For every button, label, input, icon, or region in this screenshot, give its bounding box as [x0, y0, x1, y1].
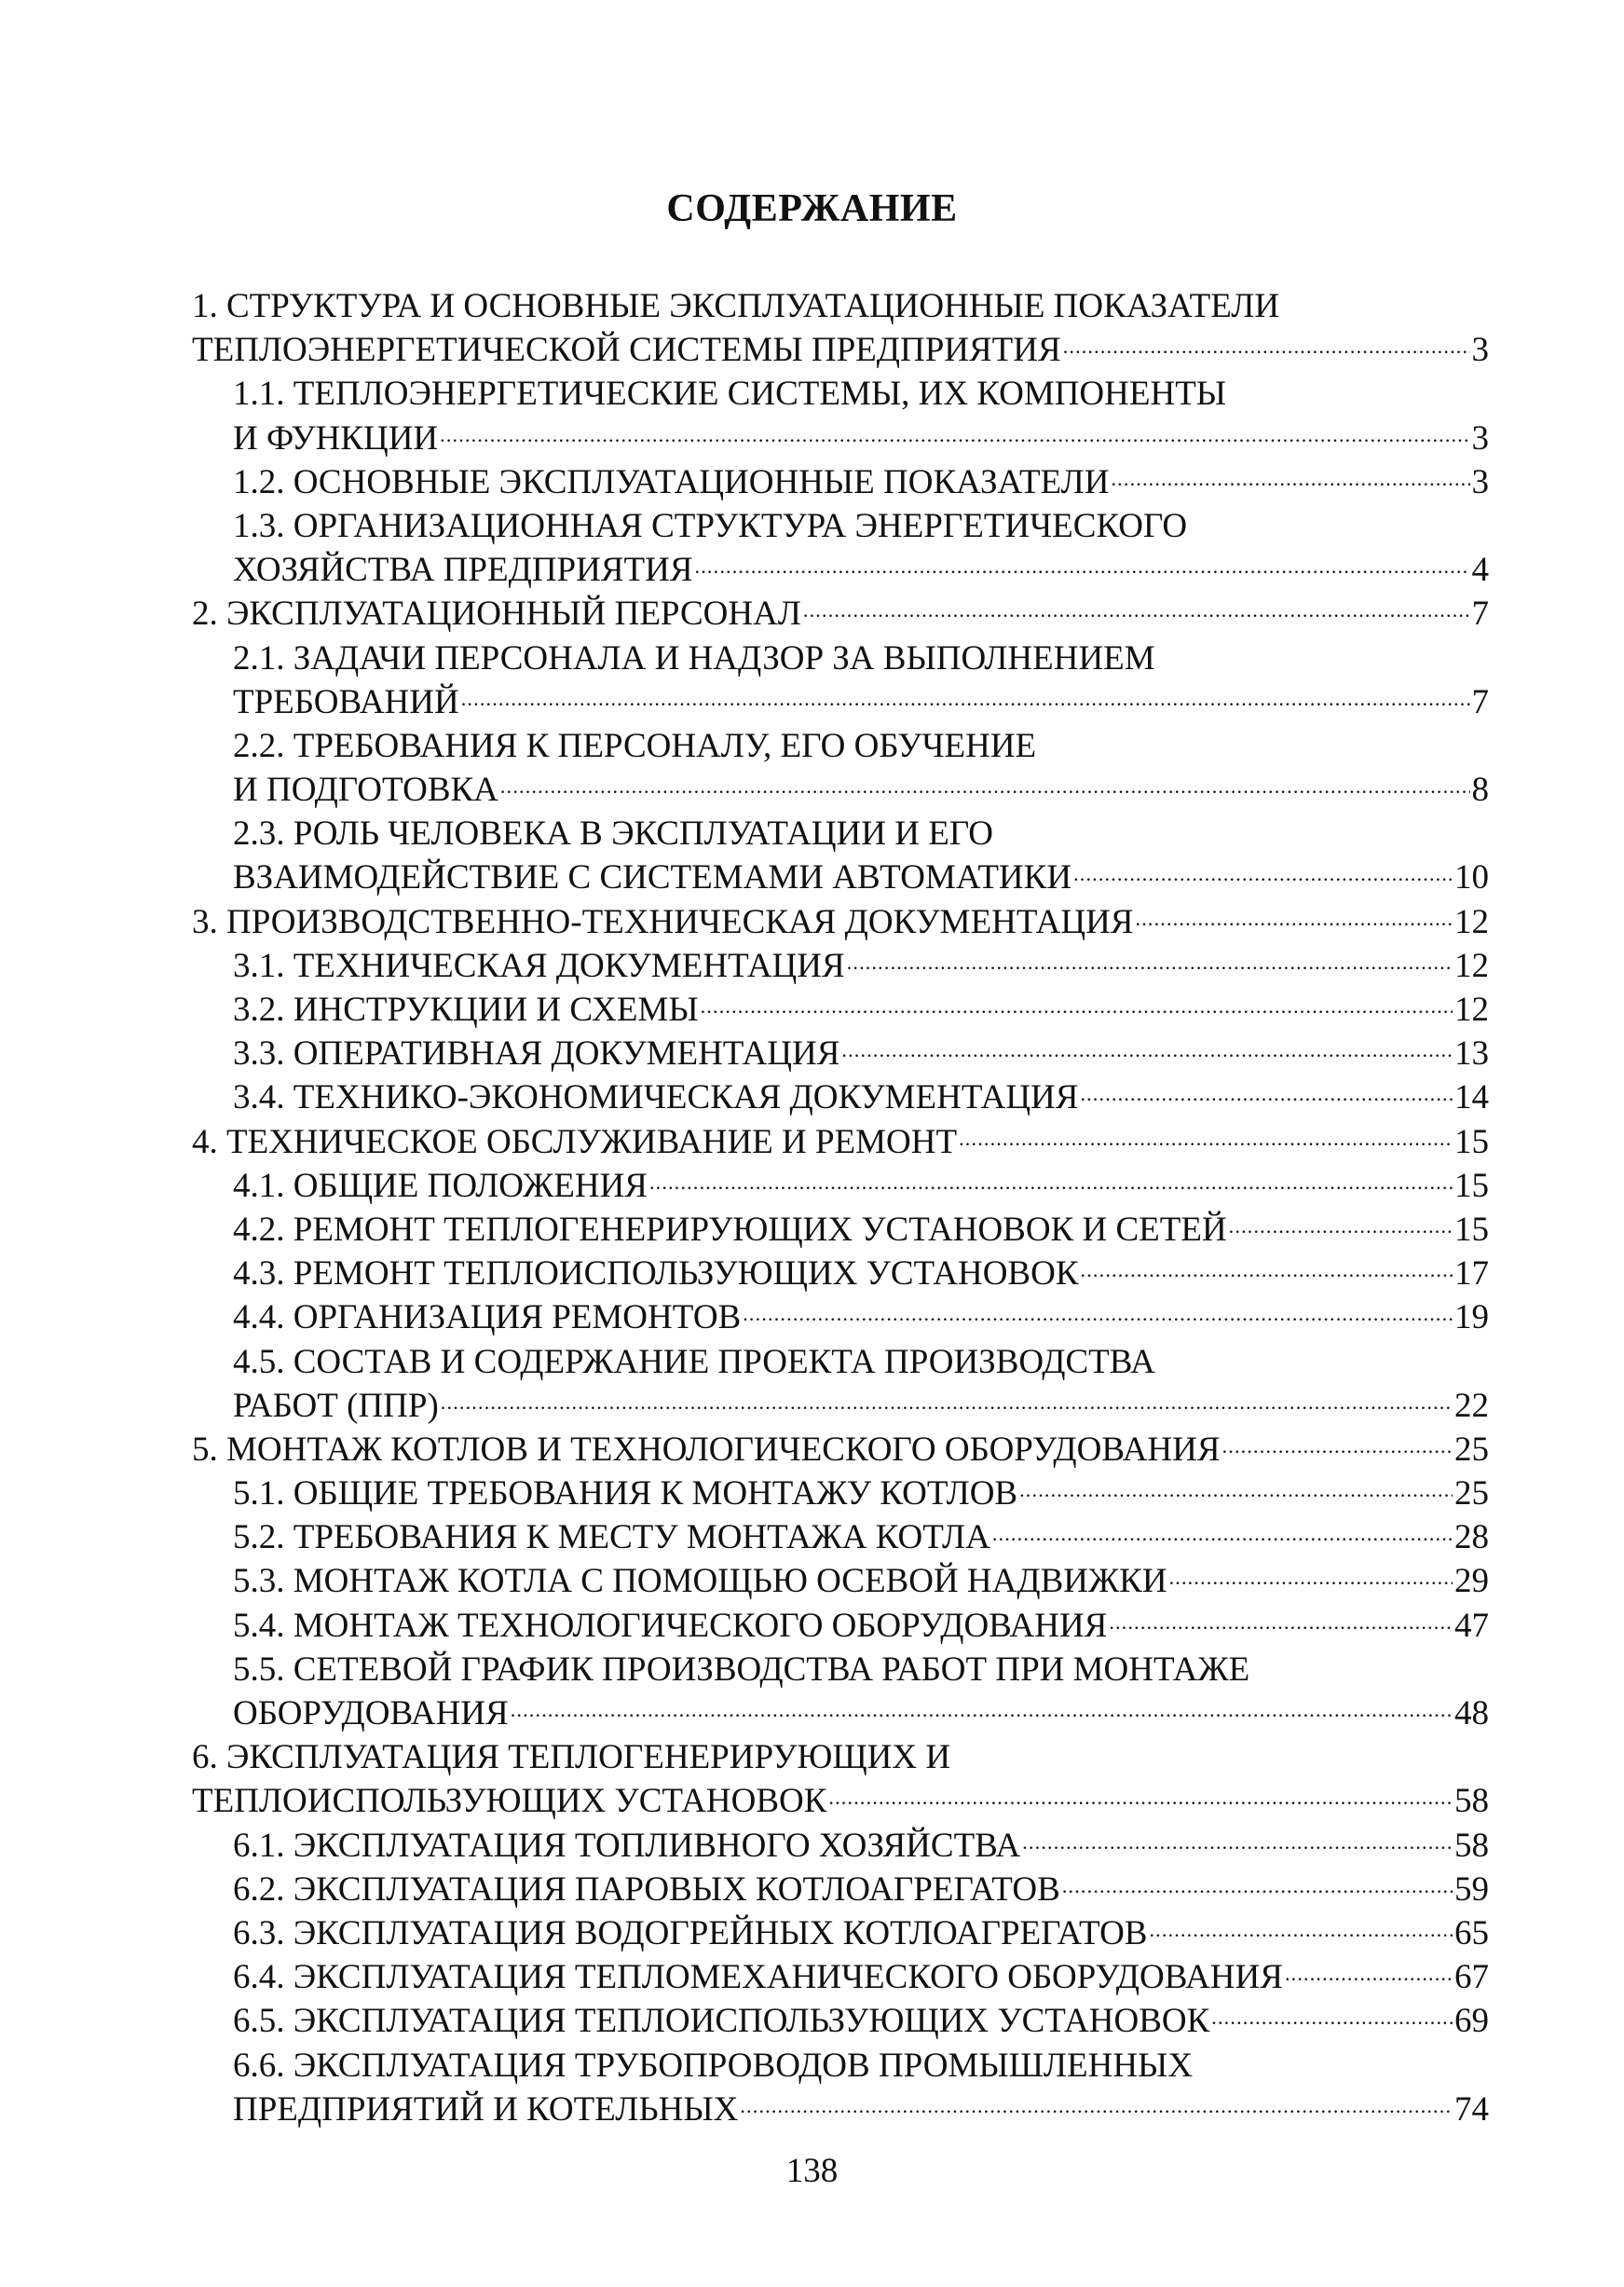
toc-entry-title: 3. ПРОИЗВОДСТВЕННО-ТЕХНИЧЕСКАЯ ДОКУМЕНТАЦИЯ: [192, 902, 1134, 941]
dot-leader: [1079, 1252, 1453, 1295]
toc-entry-page: 58: [1454, 1826, 1489, 1865]
toc-entry-line: [192, 1735, 1489, 1779]
toc-entry-page: 59: [1454, 1869, 1489, 1909]
toc-entry-title: 1. СТРУКТУРА И ОСНОВНЫЕ ЭКСПЛУАТАЦИОННЫЕ ПОКАЗАТЕЛИ: [192, 287, 1280, 325]
toc-entry-line: [192, 637, 1489, 680]
toc-entry[interactable]: [192, 1075, 1489, 1119]
toc-entry-title: 6.1. ЭКСПЛУАТАЦИЯ ТОПЛИВНОГО ХОЗЯЙСТВА: [233, 1826, 1021, 1865]
toc-entry-title: 6. ЭКСПЛУАТАЦИЯ ТЕПЛОГЕНЕРИРУЮЩИХ И: [192, 1738, 951, 1777]
toc-entry-title: 3.3. ОПЕРАТИВНАЯ ДОКУМЕНТАЦИЯ: [233, 1034, 840, 1074]
toc-entry-line: [192, 328, 1489, 372]
toc-entry[interactable]: [192, 812, 1489, 899]
toc-entry-page: 12: [1454, 902, 1489, 941]
toc-entry-page: 29: [1454, 1562, 1489, 1601]
toc-entry-title: ОБОРУДОВАНИЯ: [233, 1694, 509, 1732]
dot-leader: [1209, 1999, 1453, 2043]
toc-entry[interactable]: [192, 1648, 1489, 1735]
toc-entry-page: 58: [1454, 1782, 1489, 1821]
toc-entry-title: 1.2. ОСНОВНЫЕ ЭКСПЛУАТАЦИОННЫЕ ПОКАЗАТЕЛИ: [233, 462, 1110, 501]
toc-entry[interactable]: [192, 1515, 1489, 1559]
toc-entry-page: 15: [1454, 1122, 1489, 1161]
toc-entry-line: [192, 284, 1489, 328]
toc-entry-line: [192, 2044, 1489, 2088]
toc-entry-title: ТРЕБОВАНИЙ: [233, 682, 459, 721]
dot-leader: [1147, 1911, 1453, 1955]
toc-entry-line: [192, 856, 1489, 899]
toc-entry[interactable]: [192, 592, 1489, 636]
toc-entry-page: 12: [1454, 991, 1489, 1029]
toc-entry-page: 3: [1471, 418, 1489, 458]
toc-entry-page: 7: [1471, 682, 1489, 721]
dot-leader: [1283, 1955, 1453, 1999]
toc-entry[interactable]: [192, 1428, 1489, 1472]
toc-entry-title: 1.1. ТЕПЛОЭНЕРГЕТИЧЕСКИЕ СИСТЕМЫ, ИХ КОМПОНЕНТЫ: [233, 375, 1227, 414]
toc-entry-line: [192, 900, 1489, 944]
toc-entry-line: [192, 1208, 1489, 1252]
toc-entry-page: 22: [1454, 1386, 1489, 1425]
toc-entry-line: [192, 372, 1489, 416]
toc-entry-title: РАБОТ (ППР): [233, 1386, 439, 1425]
dot-leader: [498, 768, 1470, 812]
dot-leader: [1221, 1428, 1453, 1472]
toc-entry-page: 74: [1454, 2089, 1489, 2129]
toc-entry-title: 4.5. СОСТАВ И СОДЕРЖАНИЕ ПРОЕКТА ПРОИЗВОДСТВА: [233, 1342, 1155, 1381]
toc-entry[interactable]: [192, 1911, 1489, 1955]
dot-leader: [438, 417, 1469, 460]
toc-entry-title: 6.3. ЭКСПЛУАТАЦИЯ ВОДОГРЕЙНЫХ КОТЛОАГРЕГАТОВ: [233, 1913, 1148, 1952]
toc-entry-line: [192, 724, 1489, 768]
toc-entry-page: 19: [1454, 1298, 1489, 1337]
dot-leader: [845, 944, 1453, 988]
dot-leader: [1060, 1868, 1453, 1911]
toc-entry[interactable]: [192, 504, 1489, 592]
toc-entry[interactable]: [192, 1032, 1489, 1075]
toc-entry-title: 5.4. МОНТАЖ ТЕХНОЛОГИЧЕСКОГО ОБОРУДОВАНИЯ: [233, 1606, 1108, 1645]
toc-entry-line: [192, 768, 1489, 812]
toc-entry-page: 3: [1471, 331, 1489, 370]
dot-leader: [1227, 1208, 1453, 1252]
toc-entry[interactable]: [192, 2044, 1489, 2131]
toc-entry-page: 12: [1454, 946, 1489, 985]
toc-entry[interactable]: [192, 1252, 1489, 1295]
toc-entry[interactable]: [192, 1735, 1489, 1823]
toc-entry[interactable]: [192, 944, 1489, 988]
toc-entry-line: [192, 1911, 1489, 1955]
toc-entry[interactable]: [192, 1208, 1489, 1252]
dot-leader: [1107, 1604, 1453, 1648]
toc-entry-line: [192, 417, 1489, 460]
toc-entry-title: 2.2. ТРЕБОВАНИЯ К ПЕРСОНАЛУ, ЕГО ОБУЧЕНИЕ: [233, 726, 1037, 765]
toc-entry-line: [192, 1252, 1489, 1295]
toc-entry-line: [192, 592, 1489, 636]
toc-entry-line: [192, 460, 1489, 504]
dot-leader: [957, 1120, 1453, 1164]
dot-leader: [990, 1515, 1453, 1559]
page-title: СОДЕРЖАНИЕ: [666, 187, 958, 230]
dot-leader: [826, 1779, 1453, 1823]
toc-entry[interactable]: [192, 724, 1489, 812]
toc-entry-line: [192, 944, 1489, 988]
dot-leader: [693, 548, 1470, 592]
toc-entry-title: ПРЕДПРИЯТИЙ И КОТЕЛЬНЫХ: [233, 2089, 739, 2129]
toc-entry-page: 17: [1454, 1254, 1489, 1294]
toc-entry[interactable]: [192, 1604, 1489, 1648]
toc-entry-line: [192, 680, 1489, 724]
toc-entry-page: 10: [1454, 858, 1489, 897]
toc-entry-title: 5.2. ТРЕБОВАНИЯ К МЕСТУ МОНТАЖА КОТЛА: [233, 1518, 990, 1557]
dot-leader: [1078, 1075, 1453, 1119]
toc-entry-line: [192, 812, 1489, 856]
toc-entry-page: 67: [1454, 1958, 1489, 1997]
toc-entry-page: 48: [1454, 1694, 1489, 1732]
dot-leader: [509, 1691, 1453, 1735]
toc-entry-page: 25: [1454, 1430, 1489, 1469]
toc-entry-line: [192, 1120, 1489, 1164]
toc-entry-title: 4. ТЕХНИЧЕСКОЕ ОБСЛУЖИВАНИЕ И РЕМОНТ: [192, 1122, 958, 1161]
toc-entry-title: 4.3. РЕМОНТ ТЕПЛОИСПОЛЬЗУЮЩИХ УСТАНОВОК: [233, 1254, 1079, 1294]
toc-entry-title: 3.4. ТЕХНИКО-ЭКОНОМИЧЕСКАЯ ДОКУМЕНТАЦИЯ: [233, 1078, 1079, 1117]
toc-entry-line: [192, 1999, 1489, 2043]
toc-entry-title: 6.5. ЭКСПЛУАТАЦИЯ ТЕПЛОИСПОЛЬЗУЮЩИХ УСТАНОВОК: [233, 2002, 1210, 2041]
dot-leader: [1061, 328, 1470, 372]
toc-entry[interactable]: [192, 1340, 1489, 1428]
toc-entry-line: [192, 2088, 1489, 2131]
dot-leader: [1071, 856, 1453, 899]
toc-entry-title: 3.2. ИНСТРУКЦИИ И СХЕМЫ: [233, 991, 699, 1029]
toc-entry-line: [192, 1604, 1489, 1648]
toc-entry-line: [192, 1515, 1489, 1559]
toc-entry-title: 4.4. ОРГАНИЗАЦИЯ РЕМОНТОВ: [233, 1298, 742, 1337]
toc-entry-line: [192, 1472, 1489, 1515]
toc-entry-line: [192, 548, 1489, 592]
dot-leader: [648, 1164, 1453, 1208]
toc-entry-title: 5.1. ОБЩИЕ ТРЕБОВАНИЯ К МОНТАЖУ КОТЛОВ: [233, 1474, 1018, 1513]
toc-entry-title: 4.1. ОБЩИЕ ПОЛОЖЕНИЯ: [233, 1166, 648, 1205]
toc-entry-line: [192, 1559, 1489, 1603]
toc-entry[interactable]: [192, 460, 1489, 504]
toc-entry-line: [192, 504, 1489, 548]
dot-leader: [699, 988, 1453, 1032]
toc-entry-title: 6.6. ЭКСПЛУАТАЦИЯ ТРУБОПРОВОДОВ ПРОМЫШЛЕННЫХ: [233, 2046, 1194, 2085]
toc-entry-title: 3.1. ТЕХНИЧЕСКАЯ ДОКУМЕНТАЦИЯ: [233, 946, 845, 985]
toc-entry[interactable]: [192, 1559, 1489, 1603]
toc-entry-title: ТЕПЛОЭНЕРГЕТИЧЕСКОЙ СИСТЕМЫ ПРЕДПРИЯТИЯ: [192, 331, 1061, 370]
dot-leader: [839, 1032, 1453, 1075]
toc-entry-page: 69: [1454, 2002, 1489, 2041]
toc-entry-title: ХОЗЯЙСТВА ПРЕДПРИЯТИЯ: [233, 551, 693, 590]
toc-entry-line: [192, 1428, 1489, 1472]
dot-leader: [1109, 460, 1469, 504]
toc-entry[interactable]: [192, 1868, 1489, 1911]
toc-entry-title: 5.3. МОНТАЖ КОТЛА С ПОМОЩЬЮ ОСЕВОЙ НАДВИЖКИ: [233, 1562, 1167, 1601]
toc-entry[interactable]: [192, 1472, 1489, 1515]
toc-entry-line: [192, 1648, 1489, 1691]
toc-entry-page: 4: [1471, 551, 1489, 590]
table-of-contents: [192, 284, 1489, 2131]
toc-entry-line: [192, 1340, 1489, 1384]
toc-entry[interactable]: [192, 900, 1489, 944]
toc-entry-line: [192, 1075, 1489, 1119]
toc-entry-line: [192, 1032, 1489, 1075]
toc-entry-title: 6.4. ЭКСПЛУАТАЦИЯ ТЕПЛОМЕХАНИЧЕСКОГО ОБОРУДОВАНИЯ: [233, 1958, 1283, 1997]
toc-entry-page: 28: [1454, 1518, 1489, 1557]
toc-entry-title: 4.2. РЕМОНТ ТЕПЛОГЕНЕРИРУЮЩИХ УСТАНОВОК И СЕТЕЙ: [233, 1210, 1227, 1249]
toc-entry-page: 65: [1454, 1913, 1489, 1952]
toc-entry-title: 5.5. СЕТЕВОЙ ГРАФИК ПРОИЗВОДСТВА РАБОТ ПРИ МОНТАЖЕ: [233, 1650, 1250, 1689]
toc-entry-page: 8: [1471, 771, 1489, 810]
toc-entry-line: [192, 1779, 1489, 1823]
toc-entry-page: 7: [1471, 595, 1489, 634]
toc-entry-line: [192, 1824, 1489, 1868]
toc-entry-page: 25: [1454, 1474, 1489, 1513]
toc-entry-title: ТЕПЛОИСПОЛЬЗУЮЩИХ УСТАНОВОК: [192, 1782, 827, 1821]
toc-entry-title: 2. ЭКСПЛУАТАЦИОННЫЙ ПЕРСОНАЛ: [192, 595, 801, 634]
dot-leader: [1134, 900, 1453, 944]
toc-entry-line: [192, 1164, 1489, 1208]
toc-entry-line: [192, 1384, 1489, 1428]
toc-entry-title: 5. МОНТАЖ КОТЛОВ И ТЕХНОЛОГИЧЕСКОГО ОБОРУДОВАНИЯ: [192, 1430, 1221, 1469]
toc-entry-line: [192, 1868, 1489, 1911]
toc-entry[interactable]: [192, 284, 1489, 372]
dot-leader: [741, 1295, 1453, 1339]
dot-leader: [1017, 1472, 1453, 1515]
dot-leader: [1167, 1559, 1453, 1603]
toc-entry-page: 13: [1454, 1034, 1489, 1074]
toc-entry[interactable]: [192, 1824, 1489, 1868]
page-number: 138: [785, 2152, 839, 2190]
toc-entry-line: [192, 988, 1489, 1032]
toc-entry-page: 3: [1471, 462, 1489, 501]
toc-entry[interactable]: [192, 372, 1489, 459]
toc-entry-page: 14: [1454, 1078, 1489, 1117]
dot-leader: [801, 592, 1470, 636]
dot-leader: [1020, 1824, 1453, 1868]
toc-entry-title: 1.3. ОРГАНИЗАЦИОННАЯ СТРУКТУРА ЭНЕРГЕТИЧЕСКОГО: [233, 506, 1188, 545]
toc-entry-title: И ПОДГОТОВКА: [233, 771, 498, 810]
toc-entry-title: 2.3. РОЛЬ ЧЕЛОВЕКА В ЭКСПЛУАТАЦИИ И ЕГО: [233, 815, 994, 854]
toc-entry-line: [192, 1295, 1489, 1339]
toc-entry[interactable]: [192, 1164, 1489, 1208]
dot-leader: [738, 2088, 1453, 2131]
toc-entry-title: 6.2. ЭКСПЛУАТАЦИЯ ПАРОВЫХ КОТЛОАГРЕГАТОВ: [233, 1869, 1060, 1909]
toc-entry-line: [192, 1955, 1489, 1999]
toc-entry-line: [192, 1691, 1489, 1735]
toc-entry[interactable]: [192, 637, 1489, 724]
toc-entry-page: 15: [1454, 1210, 1489, 1249]
toc-entry-title: 2.1. ЗАДАЧИ ПЕРСОНАЛА И НАДЗОР ЗА ВЫПОЛНЕНИЕМ: [233, 638, 1155, 678]
toc-entry-page: 47: [1454, 1606, 1489, 1645]
dot-leader: [459, 680, 1470, 724]
toc-entry[interactable]: [192, 1955, 1489, 1999]
toc-entry-title: ВЗАИМОДЕЙСТВИЕ С СИСТЕМАМИ АВТОМАТИКИ: [233, 858, 1072, 897]
toc-entry[interactable]: [192, 1120, 1489, 1164]
toc-entry-title: И ФУНКЦИИ: [233, 418, 439, 458]
toc-entry-page: 15: [1454, 1166, 1489, 1205]
toc-entry[interactable]: [192, 988, 1489, 1032]
toc-entry[interactable]: [192, 1999, 1489, 2043]
toc-entry[interactable]: [192, 1295, 1489, 1339]
dot-leader: [439, 1384, 1453, 1428]
